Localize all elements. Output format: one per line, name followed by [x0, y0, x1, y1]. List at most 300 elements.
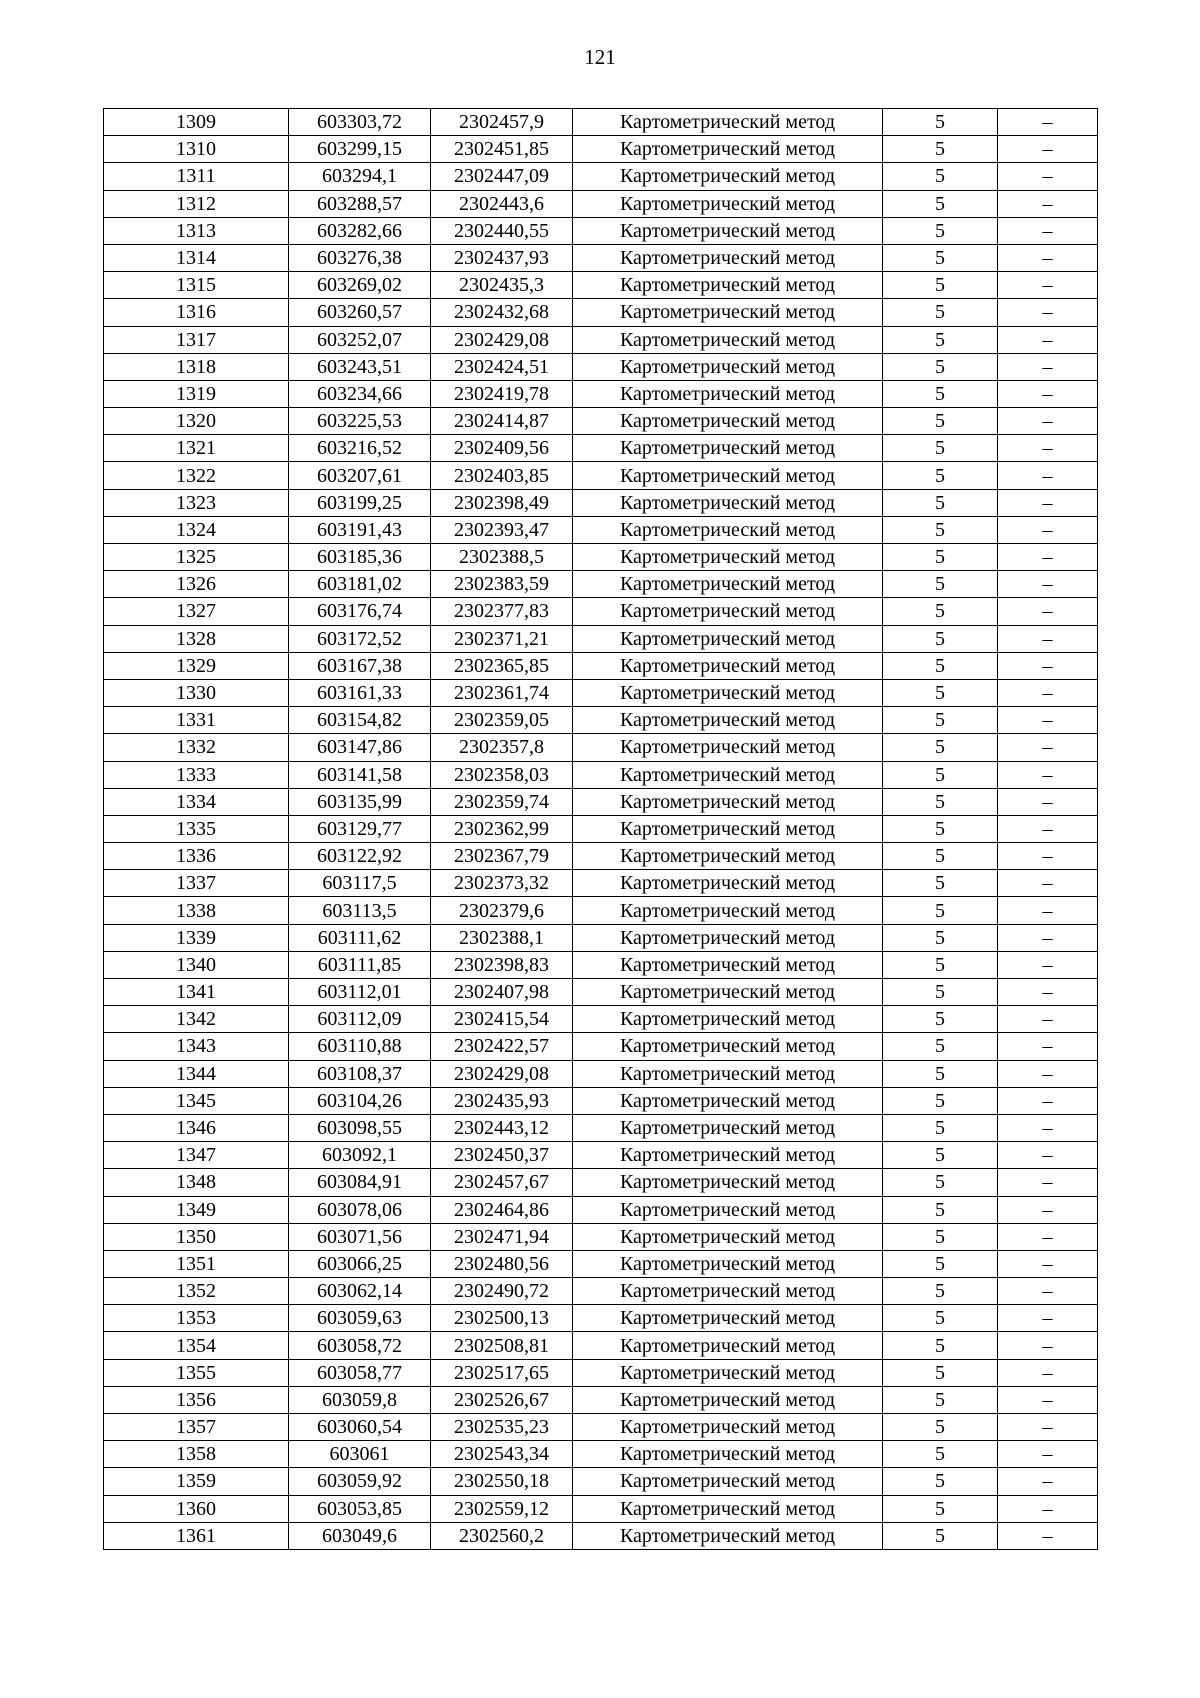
point-number-cell: 1314 [104, 244, 289, 271]
point-number-cell: 1320 [104, 408, 289, 435]
description-cell: – [998, 1495, 1098, 1522]
x-coordinate-cell: 603062,14 [289, 1278, 431, 1305]
y-coordinate-cell: 2302377,83 [431, 598, 573, 625]
precision-cell: 5 [883, 1522, 998, 1549]
x-coordinate-cell: 603058,77 [289, 1359, 431, 1386]
x-coordinate-cell: 603078,06 [289, 1196, 431, 1223]
method-cell: Картометрический метод [573, 462, 883, 489]
point-number-cell: 1319 [104, 380, 289, 407]
description-cell: – [998, 435, 1098, 462]
table-row [104, 979, 1098, 1006]
method-cell: Картометрический метод [573, 408, 883, 435]
precision-cell: 5 [883, 1114, 998, 1141]
x-coordinate-cell: 603269,02 [289, 272, 431, 299]
method-cell: Картометрический метод [573, 1278, 883, 1305]
precision-cell: 5 [883, 1169, 998, 1196]
y-coordinate-cell: 2302447,09 [431, 163, 573, 190]
precision-cell: 5 [883, 870, 998, 897]
y-coordinate-cell: 2302373,32 [431, 870, 573, 897]
description-cell: – [998, 897, 1098, 924]
table-row [104, 190, 1098, 217]
x-coordinate-cell: 603303,72 [289, 109, 431, 136]
y-coordinate-cell: 2302409,56 [431, 435, 573, 462]
x-coordinate-cell: 603167,38 [289, 652, 431, 679]
precision-cell: 5 [883, 299, 998, 326]
point-number-cell: 1328 [104, 625, 289, 652]
description-cell: – [998, 979, 1098, 1006]
x-coordinate-cell: 603111,85 [289, 951, 431, 978]
precision-cell: 5 [883, 462, 998, 489]
x-coordinate-cell: 603049,6 [289, 1522, 431, 1549]
method-cell: Картометрический метод [573, 1033, 883, 1060]
description-cell: – [998, 299, 1098, 326]
y-coordinate-cell: 2302443,6 [431, 190, 573, 217]
point-number-cell: 1338 [104, 897, 289, 924]
y-coordinate-cell: 2302490,72 [431, 1278, 573, 1305]
table-row [104, 1087, 1098, 1114]
method-cell: Картометрический метод [573, 625, 883, 652]
description-cell: – [998, 625, 1098, 652]
description-cell: – [998, 326, 1098, 353]
point-number-cell: 1360 [104, 1495, 289, 1522]
table-row [104, 136, 1098, 163]
method-cell: Картометрический метод [573, 353, 883, 380]
y-coordinate-cell: 2302422,57 [431, 1033, 573, 1060]
x-coordinate-cell: 603059,8 [289, 1386, 431, 1413]
y-coordinate-cell: 2302398,49 [431, 489, 573, 516]
method-cell: Картометрический метод [573, 326, 883, 353]
x-coordinate-cell: 603108,37 [289, 1060, 431, 1087]
precision-cell: 5 [883, 1087, 998, 1114]
method-cell: Картометрический метод [573, 951, 883, 978]
precision-cell: 5 [883, 516, 998, 543]
method-cell: Картометрический метод [573, 299, 883, 326]
table-row [104, 462, 1098, 489]
y-coordinate-cell: 2302435,93 [431, 1087, 573, 1114]
coordinates-table [103, 108, 1098, 1550]
method-cell: Картометрический метод [573, 1169, 883, 1196]
table-row [104, 1033, 1098, 1060]
method-cell: Картометрический метод [573, 244, 883, 271]
table-row [104, 843, 1098, 870]
table-row [104, 163, 1098, 190]
precision-cell: 5 [883, 1359, 998, 1386]
point-number-cell: 1354 [104, 1332, 289, 1359]
point-number-cell: 1327 [104, 598, 289, 625]
point-number-cell: 1344 [104, 1060, 289, 1087]
table-row [104, 734, 1098, 761]
description-cell: – [998, 1359, 1098, 1386]
table-row [104, 598, 1098, 625]
precision-cell: 5 [883, 1223, 998, 1250]
x-coordinate-cell: 603288,57 [289, 190, 431, 217]
description-cell: – [998, 1386, 1098, 1413]
precision-cell: 5 [883, 136, 998, 163]
description-cell: – [998, 244, 1098, 271]
precision-cell: 5 [883, 652, 998, 679]
precision-cell: 5 [883, 1060, 998, 1087]
y-coordinate-cell: 2302362,99 [431, 815, 573, 842]
y-coordinate-cell: 2302450,37 [431, 1142, 573, 1169]
point-number-cell: 1353 [104, 1305, 289, 1332]
x-coordinate-cell: 603185,36 [289, 544, 431, 571]
precision-cell: 5 [883, 1142, 998, 1169]
point-number-cell: 1310 [104, 136, 289, 163]
point-number-cell: 1326 [104, 571, 289, 598]
y-coordinate-cell: 2302451,85 [431, 136, 573, 163]
point-number-cell: 1359 [104, 1468, 289, 1495]
description-cell: – [998, 707, 1098, 734]
table-row [104, 326, 1098, 353]
x-coordinate-cell: 603071,56 [289, 1223, 431, 1250]
point-number-cell: 1355 [104, 1359, 289, 1386]
precision-cell: 5 [883, 1305, 998, 1332]
x-coordinate-cell: 603176,74 [289, 598, 431, 625]
description-cell: – [998, 924, 1098, 951]
precision-cell: 5 [883, 435, 998, 462]
description-cell: – [998, 544, 1098, 571]
x-coordinate-cell: 603122,92 [289, 843, 431, 870]
method-cell: Картометрический метод [573, 870, 883, 897]
y-coordinate-cell: 2302419,78 [431, 380, 573, 407]
table-row [104, 707, 1098, 734]
description-cell: – [998, 353, 1098, 380]
point-number-cell: 1349 [104, 1196, 289, 1223]
x-coordinate-cell: 603112,09 [289, 1006, 431, 1033]
description-cell: – [998, 815, 1098, 842]
y-coordinate-cell: 2302464,86 [431, 1196, 573, 1223]
method-cell: Картометрический метод [573, 1522, 883, 1549]
y-coordinate-cell: 2302379,6 [431, 897, 573, 924]
x-coordinate-cell: 603135,99 [289, 788, 431, 815]
description-cell: – [998, 489, 1098, 516]
method-cell: Картометрический метод [573, 571, 883, 598]
table-row [104, 1522, 1098, 1549]
point-number-cell: 1313 [104, 217, 289, 244]
y-coordinate-cell: 2302429,08 [431, 326, 573, 353]
y-coordinate-cell: 2302432,68 [431, 299, 573, 326]
y-coordinate-cell: 2302424,51 [431, 353, 573, 380]
y-coordinate-cell: 2302359,74 [431, 788, 573, 815]
description-cell: – [998, 788, 1098, 815]
table-row [104, 1114, 1098, 1141]
y-coordinate-cell: 2302550,18 [431, 1468, 573, 1495]
y-coordinate-cell: 2302407,98 [431, 979, 573, 1006]
table-row [104, 1060, 1098, 1087]
point-number-cell: 1331 [104, 707, 289, 734]
description-cell: – [998, 272, 1098, 299]
method-cell: Картометрический метод [573, 1386, 883, 1413]
point-number-cell: 1324 [104, 516, 289, 543]
description-cell: – [998, 571, 1098, 598]
table-row [104, 1305, 1098, 1332]
method-cell: Картометрический метод [573, 843, 883, 870]
method-cell: Картометрический метод [573, 380, 883, 407]
x-coordinate-cell: 603181,02 [289, 571, 431, 598]
point-number-cell: 1358 [104, 1441, 289, 1468]
precision-cell: 5 [883, 625, 998, 652]
precision-cell: 5 [883, 544, 998, 571]
method-cell: Картометрический метод [573, 163, 883, 190]
y-coordinate-cell: 2302471,94 [431, 1223, 573, 1250]
x-coordinate-cell: 603104,26 [289, 1087, 431, 1114]
method-cell: Картометрический метод [573, 1006, 883, 1033]
description-cell: – [998, 1142, 1098, 1169]
description-cell: – [998, 652, 1098, 679]
method-cell: Картометрический метод [573, 1142, 883, 1169]
page-number: 121 [584, 45, 616, 69]
precision-cell: 5 [883, 924, 998, 951]
description-cell: – [998, 1114, 1098, 1141]
y-coordinate-cell: 2302559,12 [431, 1495, 573, 1522]
method-cell: Картометрический метод [573, 707, 883, 734]
x-coordinate-cell: 603059,92 [289, 1468, 431, 1495]
x-coordinate-cell: 603092,1 [289, 1142, 431, 1169]
method-cell: Картометрический метод [573, 109, 883, 136]
y-coordinate-cell: 2302398,83 [431, 951, 573, 978]
description-cell: – [998, 1250, 1098, 1277]
x-coordinate-cell: 603141,58 [289, 761, 431, 788]
x-coordinate-cell: 603098,55 [289, 1114, 431, 1141]
point-number-cell: 1343 [104, 1033, 289, 1060]
table-row [104, 1223, 1098, 1250]
y-coordinate-cell: 2302543,34 [431, 1441, 573, 1468]
y-coordinate-cell: 2302457,67 [431, 1169, 573, 1196]
method-cell: Картометрический метод [573, 788, 883, 815]
method-cell: Картометрический метод [573, 979, 883, 1006]
precision-cell: 5 [883, 1196, 998, 1223]
point-number-cell: 1311 [104, 163, 289, 190]
table-row [104, 679, 1098, 706]
point-number-cell: 1356 [104, 1386, 289, 1413]
point-number-cell: 1330 [104, 679, 289, 706]
table-row [104, 1495, 1098, 1522]
x-coordinate-cell: 603234,66 [289, 380, 431, 407]
table-row [104, 489, 1098, 516]
coordinates-table-body [104, 109, 1098, 1550]
method-cell: Картометрический метод [573, 544, 883, 571]
precision-cell: 5 [883, 843, 998, 870]
description-cell: – [998, 217, 1098, 244]
y-coordinate-cell: 2302403,85 [431, 462, 573, 489]
method-cell: Картометрический метод [573, 1468, 883, 1495]
y-coordinate-cell: 2302560,2 [431, 1522, 573, 1549]
y-coordinate-cell: 2302480,56 [431, 1250, 573, 1277]
precision-cell: 5 [883, 163, 998, 190]
method-cell: Картометрический метод [573, 652, 883, 679]
point-number-cell: 1347 [104, 1142, 289, 1169]
description-cell: – [998, 190, 1098, 217]
y-coordinate-cell: 2302429,08 [431, 1060, 573, 1087]
precision-cell: 5 [883, 734, 998, 761]
table-row [104, 571, 1098, 598]
precision-cell: 5 [883, 109, 998, 136]
point-number-cell: 1340 [104, 951, 289, 978]
table-row [104, 815, 1098, 842]
method-cell: Картометрический метод [573, 897, 883, 924]
x-coordinate-cell: 603112,01 [289, 979, 431, 1006]
precision-cell: 5 [883, 1278, 998, 1305]
method-cell: Картометрический метод [573, 190, 883, 217]
x-coordinate-cell: 603061 [289, 1441, 431, 1468]
y-coordinate-cell: 2302393,47 [431, 516, 573, 543]
table-row [104, 244, 1098, 271]
x-coordinate-cell: 603060,54 [289, 1414, 431, 1441]
description-cell: – [998, 380, 1098, 407]
table-row [104, 435, 1098, 462]
x-coordinate-cell: 603172,52 [289, 625, 431, 652]
method-cell: Картометрический метод [573, 815, 883, 842]
x-coordinate-cell: 603110,88 [289, 1033, 431, 1060]
point-number-cell: 1341 [104, 979, 289, 1006]
precision-cell: 5 [883, 979, 998, 1006]
point-number-cell: 1357 [104, 1414, 289, 1441]
table-row [104, 1278, 1098, 1305]
table-row [104, 1414, 1098, 1441]
x-coordinate-cell: 603147,86 [289, 734, 431, 761]
point-number-cell: 1321 [104, 435, 289, 462]
table-row [104, 1468, 1098, 1495]
description-cell: – [998, 1060, 1098, 1087]
point-number-cell: 1350 [104, 1223, 289, 1250]
table-row [104, 1250, 1098, 1277]
point-number-cell: 1323 [104, 489, 289, 516]
method-cell: Картометрический метод [573, 1495, 883, 1522]
precision-cell: 5 [883, 1250, 998, 1277]
point-number-cell: 1333 [104, 761, 289, 788]
point-number-cell: 1345 [104, 1087, 289, 1114]
y-coordinate-cell: 2302443,12 [431, 1114, 573, 1141]
point-number-cell: 1316 [104, 299, 289, 326]
description-cell: – [998, 1196, 1098, 1223]
table-row [104, 625, 1098, 652]
precision-cell: 5 [883, 897, 998, 924]
x-coordinate-cell: 603243,51 [289, 353, 431, 380]
point-number-cell: 1315 [104, 272, 289, 299]
x-coordinate-cell: 603299,15 [289, 136, 431, 163]
description-cell: – [998, 516, 1098, 543]
method-cell: Картометрический метод [573, 1414, 883, 1441]
description-cell: – [998, 1223, 1098, 1250]
method-cell: Картометрический метод [573, 272, 883, 299]
description-cell: – [998, 1278, 1098, 1305]
description-cell: – [998, 1305, 1098, 1332]
y-coordinate-cell: 2302359,05 [431, 707, 573, 734]
x-coordinate-cell: 603260,57 [289, 299, 431, 326]
y-coordinate-cell: 2302535,23 [431, 1414, 573, 1441]
y-coordinate-cell: 2302500,13 [431, 1305, 573, 1332]
precision-cell: 5 [883, 571, 998, 598]
point-number-cell: 1334 [104, 788, 289, 815]
x-coordinate-cell: 603059,63 [289, 1305, 431, 1332]
table-row [104, 272, 1098, 299]
precision-cell: 5 [883, 190, 998, 217]
point-number-cell: 1322 [104, 462, 289, 489]
description-cell: – [998, 1441, 1098, 1468]
method-cell: Картометрический метод [573, 1359, 883, 1386]
precision-cell: 5 [883, 679, 998, 706]
point-number-cell: 1351 [104, 1250, 289, 1277]
description-cell: – [998, 1332, 1098, 1359]
x-coordinate-cell: 603294,1 [289, 163, 431, 190]
table-row [104, 1006, 1098, 1033]
method-cell: Картометрический метод [573, 1250, 883, 1277]
description-cell: – [998, 1414, 1098, 1441]
x-coordinate-cell: 603225,53 [289, 408, 431, 435]
y-coordinate-cell: 2302415,54 [431, 1006, 573, 1033]
method-cell: Картометрический метод [573, 761, 883, 788]
precision-cell: 5 [883, 1414, 998, 1441]
method-cell: Картометрический метод [573, 598, 883, 625]
precision-cell: 5 [883, 217, 998, 244]
x-coordinate-cell: 603117,5 [289, 870, 431, 897]
point-number-cell: 1325 [104, 544, 289, 571]
y-coordinate-cell: 2302437,93 [431, 244, 573, 271]
method-cell: Картометрический метод [573, 924, 883, 951]
method-cell: Картометрический метод [573, 516, 883, 543]
y-coordinate-cell: 2302526,67 [431, 1386, 573, 1413]
point-number-cell: 1332 [104, 734, 289, 761]
point-number-cell: 1336 [104, 843, 289, 870]
y-coordinate-cell: 2302383,59 [431, 571, 573, 598]
description-cell: – [998, 1468, 1098, 1495]
precision-cell: 5 [883, 1441, 998, 1468]
x-coordinate-cell: 603161,33 [289, 679, 431, 706]
method-cell: Картометрический метод [573, 489, 883, 516]
x-coordinate-cell: 603191,43 [289, 516, 431, 543]
precision-cell: 5 [883, 489, 998, 516]
table-row [104, 217, 1098, 244]
x-coordinate-cell: 603207,61 [289, 462, 431, 489]
method-cell: Картометрический метод [573, 1196, 883, 1223]
point-number-cell: 1309 [104, 109, 289, 136]
precision-cell: 5 [883, 1033, 998, 1060]
precision-cell: 5 [883, 761, 998, 788]
description-cell: – [998, 679, 1098, 706]
y-coordinate-cell: 2302361,74 [431, 679, 573, 706]
table-row [104, 544, 1098, 571]
y-coordinate-cell: 2302388,1 [431, 924, 573, 951]
table-row [104, 408, 1098, 435]
point-number-cell: 1346 [104, 1114, 289, 1141]
x-coordinate-cell: 603252,07 [289, 326, 431, 353]
x-coordinate-cell: 603084,91 [289, 1169, 431, 1196]
description-cell: – [998, 136, 1098, 163]
point-number-cell: 1335 [104, 815, 289, 842]
y-coordinate-cell: 2302388,5 [431, 544, 573, 571]
point-number-cell: 1312 [104, 190, 289, 217]
description-cell: – [998, 462, 1098, 489]
description-cell: – [998, 1033, 1098, 1060]
table-row [104, 951, 1098, 978]
precision-cell: 5 [883, 1386, 998, 1413]
description-cell: – [998, 1169, 1098, 1196]
y-coordinate-cell: 2302440,55 [431, 217, 573, 244]
precision-cell: 5 [883, 380, 998, 407]
description-cell: – [998, 408, 1098, 435]
point-number-cell: 1352 [104, 1278, 289, 1305]
method-cell: Картометрический метод [573, 1223, 883, 1250]
point-number-cell: 1342 [104, 1006, 289, 1033]
description-cell: – [998, 1522, 1098, 1549]
description-cell: – [998, 109, 1098, 136]
table-row [104, 924, 1098, 951]
precision-cell: 5 [883, 951, 998, 978]
table-row [104, 897, 1098, 924]
y-coordinate-cell: 2302414,87 [431, 408, 573, 435]
description-cell: – [998, 734, 1098, 761]
description-cell: – [998, 598, 1098, 625]
